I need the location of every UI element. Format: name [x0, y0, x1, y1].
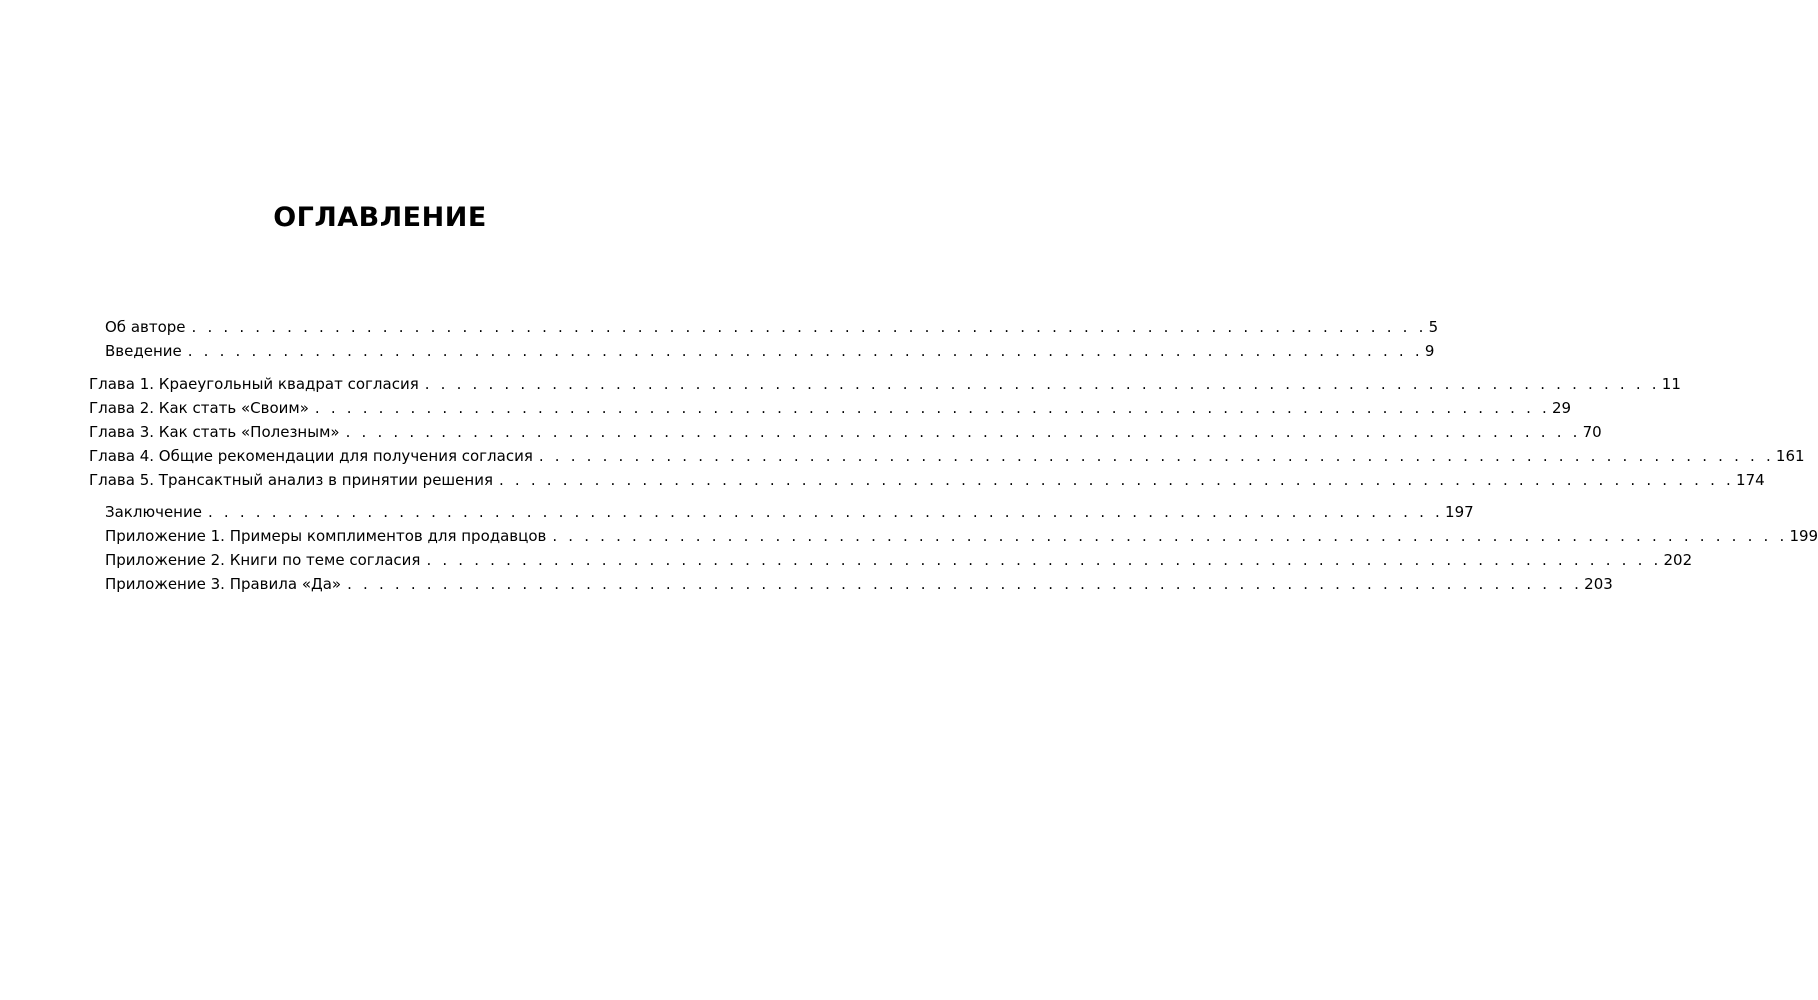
- toc-entry-chapter-1[interactable]: [89, 373, 1681, 395]
- toc-page-number: 203: [1584, 575, 1613, 593]
- toc-page-number: 9: [1424, 342, 1435, 360]
- toc-entry-label: Глава 4. Общие рекомендации для получения согласия: [89, 447, 533, 465]
- dot-leader: . . . . . . . . . . . . . . . . . . . . . . . . . . . . . . . . . . . . . . . . . . . . . . . . . . . . . . . . . . . . . . . . . . . . . . . . . . . . . .: [345, 423, 1581, 441]
- toc-entry-label: Глава 2. Как стать «Своим»: [89, 399, 309, 417]
- toc-entry-chapter-4[interactable]: [89, 445, 1805, 467]
- dot-leader: . . . . . . . . . . . . . . . . . . . . . . . . . . . . . . . . . . . . . . . . . . . . . . . . . . . . . . . . . . . . . . . . . . . . . . . . . . . . . .: [498, 471, 1735, 489]
- dot-leader: . . . . . . . . . . . . . . . . . . . . . . . . . . . . . . . . . . . . . . . . . . . . . . . . . . . . . . . . . . . . . . . . . . . . . . . . . . . . . .: [207, 503, 1444, 521]
- dot-leader: . . . . . . . . . . . . . . . . . . . . . . . . . . . . . . . . . . . . . . . . . . . . . . . . . . . . . . . . . . . . . . . . . . . . . . . . . . . . . .: [191, 318, 1427, 336]
- toc-page-number: 29: [1551, 399, 1572, 417]
- toc-page-number: 202: [1663, 551, 1693, 569]
- toc-entry-label: Приложение 3. Правила «Да»: [105, 575, 342, 593]
- toc-page-number: 197: [1445, 503, 1474, 521]
- toc-entry-chapter-3[interactable]: [89, 421, 1602, 443]
- toc-page-number: 174: [1736, 471, 1765, 489]
- toc-page-number: 70: [1582, 423, 1602, 441]
- toc-entry-label: Об авторе: [105, 318, 186, 336]
- toc-entry-chapter-2[interactable]: [89, 397, 1572, 419]
- toc-entry-label: Глава 3. Как стать «Полезным»: [89, 423, 340, 441]
- toc-entry-label: Заключение: [105, 503, 202, 521]
- toc-entry-about-author[interactable]: [105, 316, 1439, 338]
- toc-entry-label: Приложение 1. Примеры комплиментов для продавцов: [105, 527, 547, 545]
- toc-entry-label: Глава 5. Трансактный анализ в принятии решения: [89, 471, 493, 489]
- toc-entry-label: Введение: [105, 342, 182, 360]
- dot-leader: . . . . . . . . . . . . . . . . . . . . . . . . . . . . . . . . . . . . . . . . . . . . . . . . . . . . . . . . . . . . . . . . . . . . . . . . . . . . . .: [426, 551, 1662, 569]
- page-title: ОГЛАВЛЕНИЕ: [273, 202, 487, 233]
- toc-entry-chapter-5[interactable]: [89, 469, 1765, 491]
- toc-entry-conclusion[interactable]: [105, 501, 1474, 523]
- toc-entry-introduction[interactable]: [105, 340, 1435, 362]
- toc-page-number: 161: [1775, 447, 1805, 465]
- dot-leader: . . . . . . . . . . . . . . . . . . . . . . . . . . . . . . . . . . . . . . . . . . . . . . . . . . . . . . . . . . . . . . . . . . . . . . . . . . . . . .: [187, 342, 1423, 360]
- toc-page-number: 5: [1428, 318, 1439, 336]
- dot-leader: . . . . . . . . . . . . . . . . . . . . . . . . . . . . . . . . . . . . . . . . . . . . . . . . . . . . . . . . . . . . . . . . . . . . . . . . . . . . . .: [424, 375, 1660, 393]
- toc-entry-appendix-1[interactable]: [105, 525, 1818, 547]
- toc-page-number: 11: [1661, 375, 1681, 393]
- dot-leader: . . . . . . . . . . . . . . . . . . . . . . . . . . . . . . . . . . . . . . . . . . . . . . . . . . . . . . . . . . . . . . . . . . . . . . . . . . . . . .: [552, 527, 1788, 545]
- dot-leader: . . . . . . . . . . . . . . . . . . . . . . . . . . . . . . . . . . . . . . . . . . . . . . . . . . . . . . . . . . . . . . . . . . . . . . . . . . . . . .: [538, 447, 1774, 465]
- toc-page-number: 199: [1789, 527, 1818, 545]
- toc-entry-label: Глава 1. Краеугольный квадрат согласия: [89, 375, 419, 393]
- toc-entry-appendix-3[interactable]: [105, 573, 1613, 595]
- dot-leader: . . . . . . . . . . . . . . . . . . . . . . . . . . . . . . . . . . . . . . . . . . . . . . . . . . . . . . . . . . . . . . . . . . . . . . . . . . . . . .: [314, 399, 1550, 417]
- toc-entry-appendix-2[interactable]: [105, 549, 1693, 571]
- toc-entry-label: Приложение 2. Книги по теме согласия: [105, 551, 421, 569]
- dot-leader: . . . . . . . . . . . . . . . . . . . . . . . . . . . . . . . . . . . . . . . . . . . . . . . . . . . . . . . . . . . . . . . . . . . . . . . . . . . . . .: [347, 575, 1583, 593]
